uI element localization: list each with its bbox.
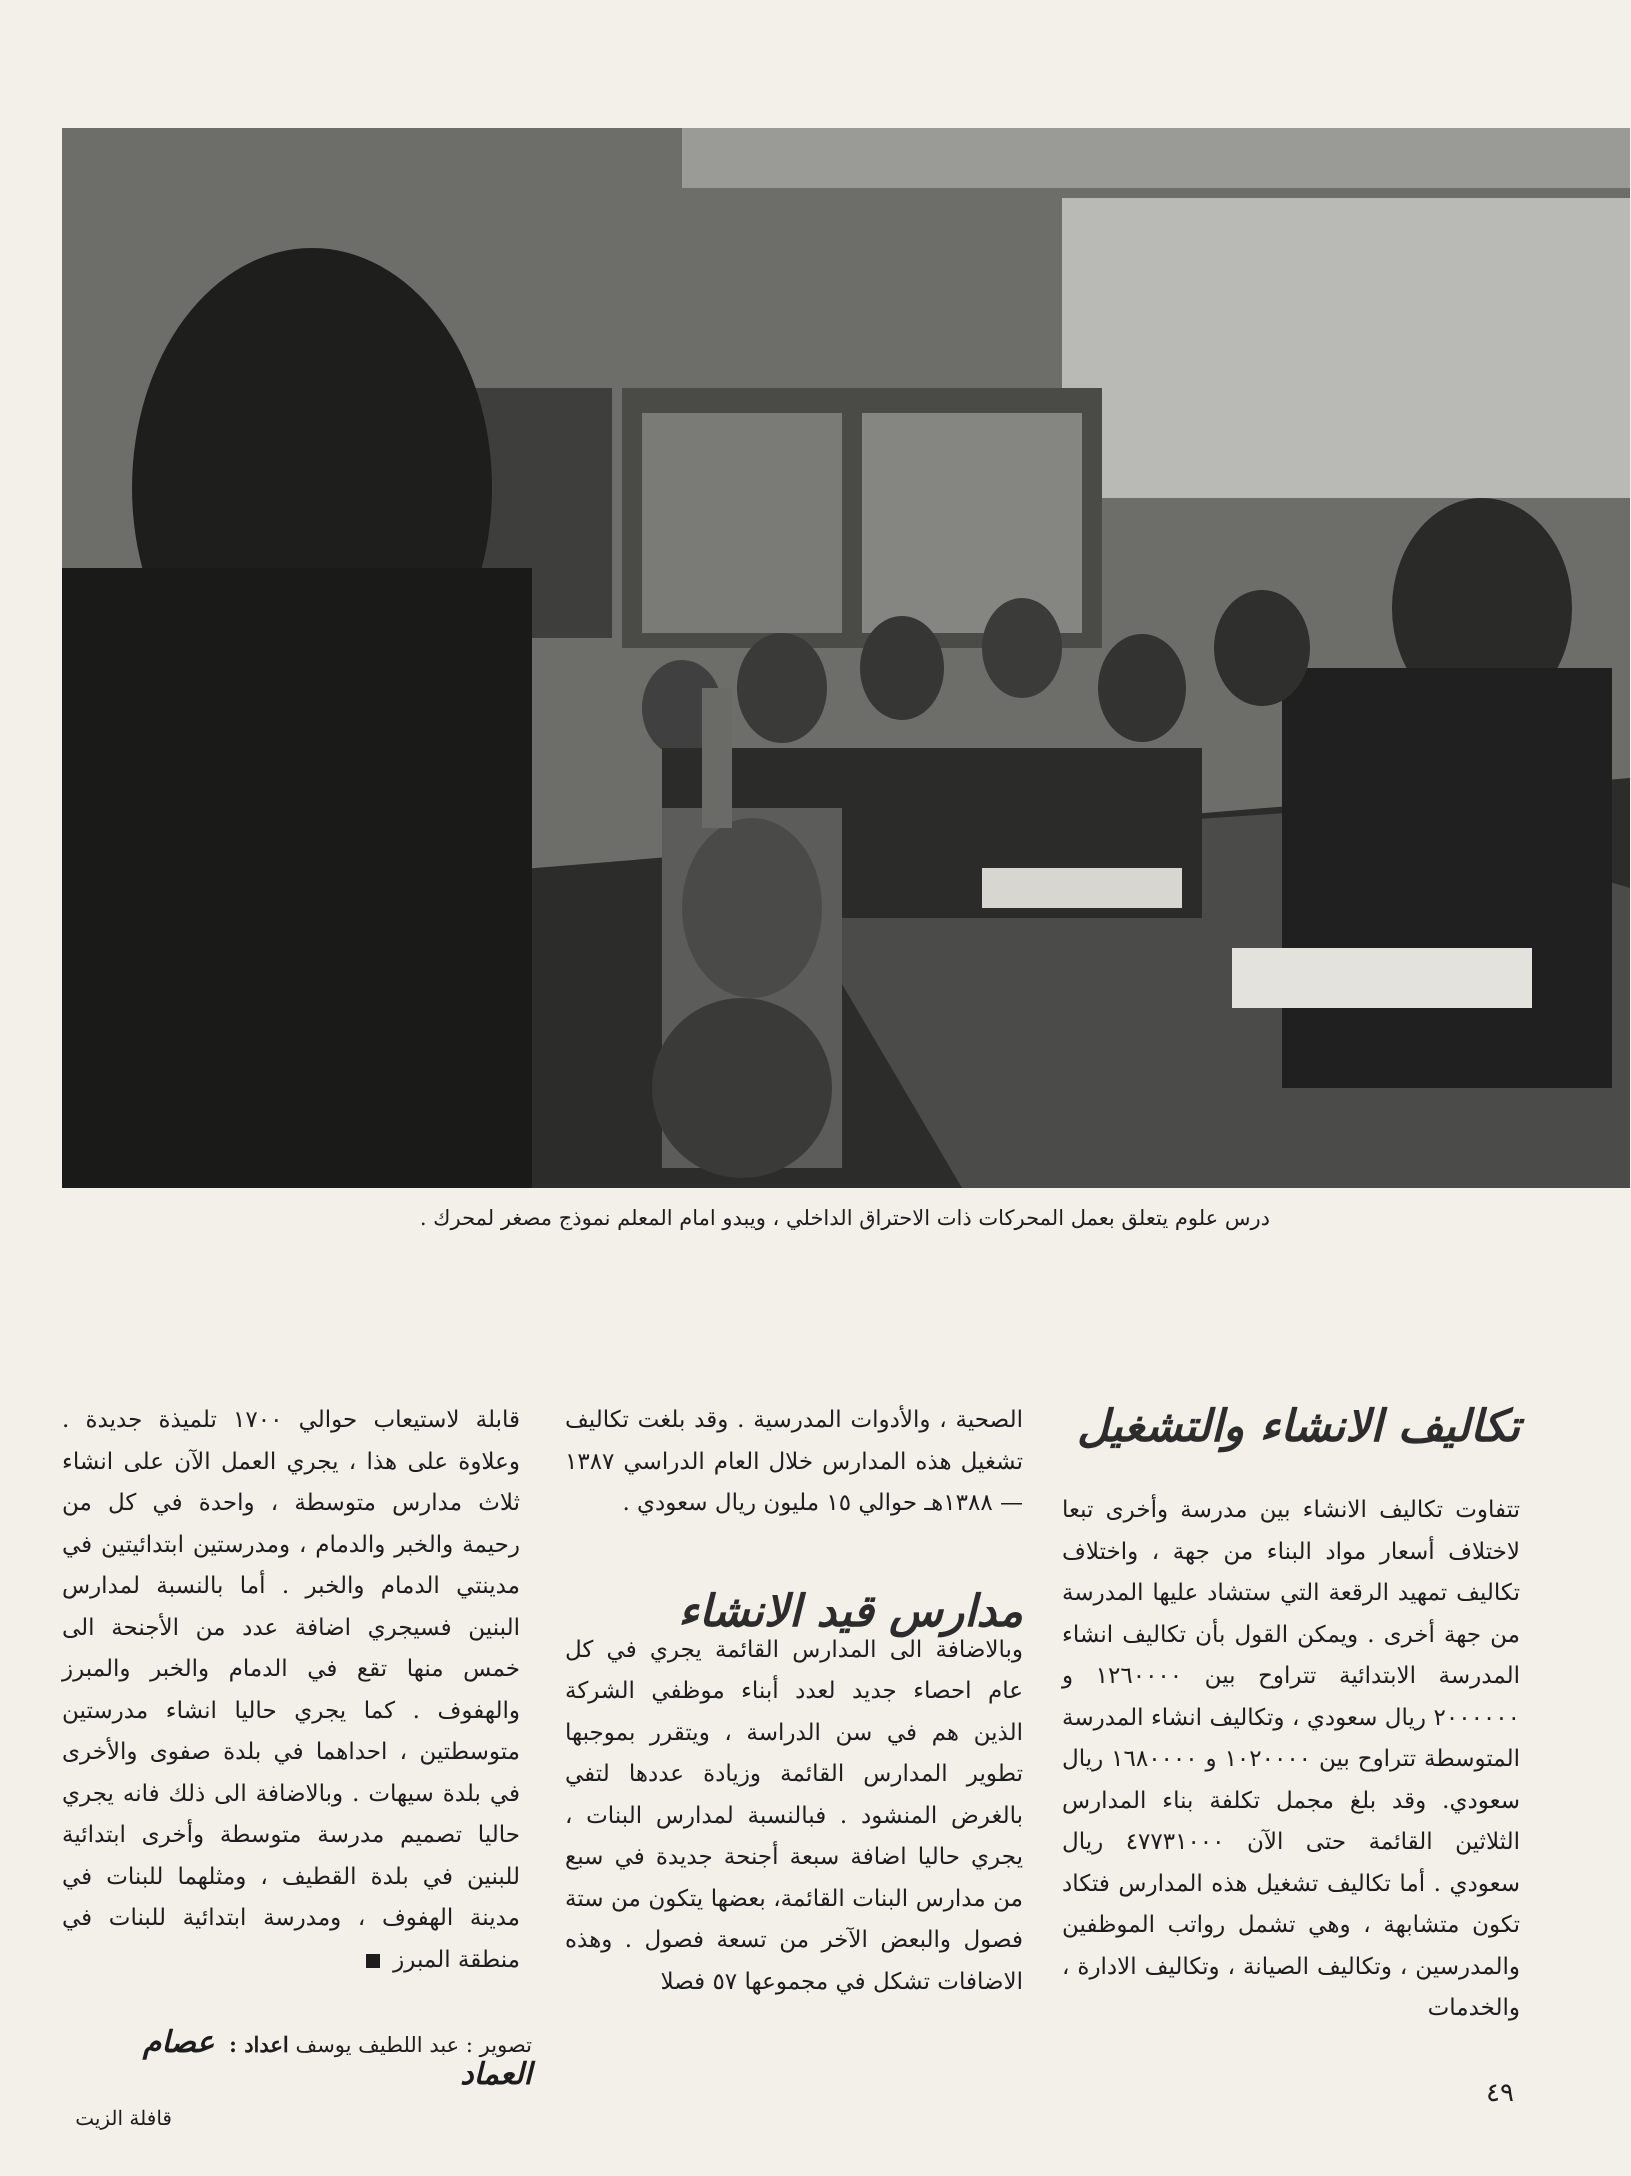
article-column-left xyxy=(62,1400,520,1981)
page-number: ٤٩ xyxy=(1486,2078,1514,2108)
operating-costs-continuation: الصحية ، والأدوات المدرسية . وقد بلغت تكاليف تشغيل هذه المدارس خلال العام الدراسي ١٣٨٧ — ١٣٨٨هـ حوالي ١٥ مليون ريال سعودي . xyxy=(565,1407,1023,1516)
photographer-name: عبد اللطيف يوسف xyxy=(295,2033,460,2057)
continuation-text: قابلة لاستيعاب حوالي ١٧٠٠ تلميذة جديدة . وعلاوة على هذا ، يجري العمل الآن على انشاء ثلاث مدارس متوسطة ، واحدة في كل من رحيمة والخبر والدمام ، ومدرستين ابتدائيتين في مدينتي الدمام والخبر . أما بالنسبة لمدارس البنين فسيجري اضافة عدد من الأجنحة الى خمس منها تقع في الدمام والخبر والمبرز والهفوف . كما يجري حاليا انشاء مدرستين متوسطتين ، احداهما في بلدة صفوى والأخرى في بلدة سيهات . وبالاضافة الى ذلك فانه يجري حاليا تصميم مدرسة متوسطة وأخرى ابتدائية للبنين في بلدة القطيف ، ومثلهما للبنات في مدينة الهفوف ، ومدرسة ابتدائية للبنات في منطقة المبرز xyxy=(62,1407,520,1973)
schools-under-construction-continuation xyxy=(62,1400,520,1981)
classroom-photo xyxy=(62,128,1630,1188)
article-credits xyxy=(62,2025,532,2092)
schools-under-construction-text: وبالاضافة الى المدارس القائمة يجري في كل عام احصاء جديد لعدد أبناء موظفي الشركة الذين هم في سن الدراسة ، ويتقرر بموجبها تطوير المدارس القائمة وزيادة عددها لتفي بالغرض المنشود . فبالنسبة لمدارس البنات ، يجري حاليا اضافة سبعة أجنحة جديدة في سبع من مدارس البنات القائمة، بعضها يتكون من ستة فصول والبعض الآخر من تسعة فصول . وهذه الاضافات تشكل في مجموعها ٥٧ فصلا xyxy=(565,1636,1023,1995)
end-of-article-mark xyxy=(366,1954,380,1968)
magazine-name: قافلة الزيت xyxy=(75,2106,172,2130)
author-signature: عصام العماد xyxy=(142,2025,532,2092)
construction-costs-text: تتفاوت تكاليف الانشاء بين مدرسة وأخرى تبعا لاختلاف أسعار مواد البناء من جهة ، واختلاف تكاليف تمهيد الرقعة التي ستشاد عليها المدرسة من جهة أخرى . ويمكن القول بأن تكاليف انشاء المدرسة الابتدائية تتراوح بين ١٢٦٠٠٠٠ و ٢٠٠٠٠٠٠ ريال سعودي ، وتكاليف انشاء المدرسة المتوسطة تتراوح بين ١٠٢٠٠٠٠ و ١٦٨٠٠٠٠ ريال سعودي. وقد بلغ مجمل تكلفة بناء المدارس الثلاثين القائمة حتى الآن ٤٧٧٣١٠٠٠ ريال سعودي . أما تكاليف تشغيل هذه المدارس فتكاد تكون متشابهة ، وهي تشمل رواتب الموظفين والمدرسين ، وتكاليف الصيانة ، وتكاليف الادارة ، والخدمات xyxy=(1062,1497,1521,2021)
section-heading-construction-costs: تكاليف الانشاء والتشغيل xyxy=(1077,1401,1520,1452)
classroom-photo-illustration xyxy=(62,128,1630,1188)
section-heading-schools-under-construction: مدارس قيد الانشاء xyxy=(678,1586,1023,1637)
article-column-right xyxy=(1062,1400,1520,2030)
preparation-label: اعداد : xyxy=(229,2032,289,2057)
article-column-middle xyxy=(565,1400,1023,2003)
photography-label: تصوير : xyxy=(465,2033,532,2057)
photo-caption: درس علوم يتعلق بعمل المحركات ذات الاحتراق الداخلي ، ويبدو امام المعلم نموذج مصغر لمحرك . xyxy=(419,1206,1270,1230)
